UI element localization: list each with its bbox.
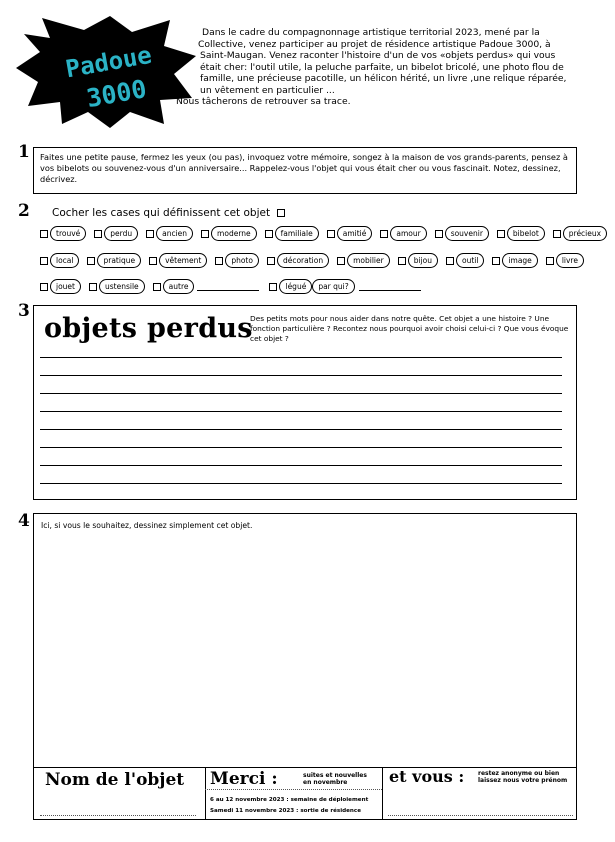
tag-amour[interactable] <box>380 226 426 241</box>
intro-line: Saint-Maugan. Venez raconter l'histoire d'un de vos «objets perdus» qui vous <box>200 50 556 61</box>
autre-blank-field[interactable] <box>197 282 259 291</box>
tag-livre[interactable] <box>546 253 584 268</box>
checkbox[interactable] <box>553 230 561 238</box>
tag-mobilier[interactable] <box>337 253 390 268</box>
footer-divider <box>382 767 383 820</box>
checkbox[interactable] <box>87 257 95 265</box>
checkbox[interactable] <box>380 230 388 238</box>
section-2-title-text: Cocher les cases qui définissent cet objet <box>52 207 271 219</box>
tag-outil[interactable] <box>446 253 484 268</box>
logo-line-1: Padoue <box>63 40 154 84</box>
tag-label: jouet <box>50 279 81 294</box>
tag-label: décoration <box>277 253 329 268</box>
tag-precieux[interactable] <box>553 226 607 241</box>
tag-vetement[interactable] <box>149 253 207 268</box>
section-4-number: 4 <box>18 511 30 531</box>
writing-line[interactable] <box>40 411 562 412</box>
tag-souvenir[interactable] <box>435 226 489 241</box>
tag-label: livre <box>556 253 584 268</box>
dates-info <box>210 795 368 817</box>
tag-ustensile[interactable] <box>89 279 145 294</box>
footer-divider <box>205 767 206 820</box>
par-qui-blank-field[interactable] <box>359 282 421 291</box>
checkbox[interactable] <box>435 230 443 238</box>
checkbox[interactable] <box>201 230 209 238</box>
tag-jouet[interactable] <box>40 279 81 294</box>
writing-line[interactable] <box>40 465 562 466</box>
intro-line: Nous tâcherons de retrouver sa trace. <box>176 96 351 107</box>
tag-label: autre <box>163 279 195 294</box>
checkbox[interactable] <box>398 257 406 265</box>
drawing-area-label: Ici, si vous le souhaitez, dessinez simplement cet objet. <box>41 521 253 530</box>
checkbox[interactable] <box>40 257 48 265</box>
date-line: 6 au 12 novembre 2023 : semaine de déploiement <box>210 797 369 803</box>
checkbox[interactable] <box>497 230 505 238</box>
checkbox[interactable] <box>327 230 335 238</box>
tag-row-3 <box>40 279 421 294</box>
tag-label: trouvé <box>50 226 86 241</box>
tag-label: image <box>502 253 537 268</box>
merci-label: Merci : <box>210 769 278 789</box>
checkbox[interactable] <box>546 257 554 265</box>
tag-label: local <box>50 253 79 268</box>
tag-label: photo <box>225 253 259 268</box>
et-vous-note-line: laissez nous votre prénom <box>478 777 568 784</box>
intro-line: famille, une précieuse pacotille, un hélicon hérité, un livre ,une relique réparée, <box>200 73 567 84</box>
et-vous-note-line: restez anonyme ou bien <box>478 770 560 777</box>
section-1-number: 1 <box>18 142 30 162</box>
tag-label: perdu <box>104 226 138 241</box>
tag-row-2 <box>40 253 592 268</box>
tag-label: amitié <box>337 226 373 241</box>
tag-par-qui: par qui? <box>312 279 354 294</box>
tag-pratique[interactable] <box>87 253 141 268</box>
tag-decoration[interactable] <box>267 253 329 268</box>
tag-label: ancien <box>156 226 193 241</box>
merci-note <box>303 772 367 786</box>
checkbox[interactable] <box>492 257 500 265</box>
tag-perdu[interactable] <box>94 226 138 241</box>
checkbox[interactable] <box>40 283 48 291</box>
tag-bijou[interactable] <box>398 253 438 268</box>
checkbox[interactable] <box>40 230 48 238</box>
checkbox[interactable] <box>94 230 102 238</box>
checkbox[interactable] <box>146 230 154 238</box>
writing-line[interactable] <box>40 483 562 484</box>
writing-line[interactable] <box>40 447 562 448</box>
padoue-3000-logo <box>14 12 200 130</box>
tag-trouve[interactable] <box>40 226 86 241</box>
intro-text <box>176 27 581 108</box>
et-vous-note <box>478 770 567 784</box>
tag-amitie[interactable] <box>327 226 373 241</box>
tag-label: familiale <box>275 226 319 241</box>
section-1-text: Faites une petite pause, fermez les yeux (ou pas), invoquez votre mémoire, songez à la maison de vos grands-parents, pensez à vos bibelots ou souvenez-vous d'un anniversaire... Rappelez-vous l'objet qui vous était cher ou vous fascinait. Notez, dessinez, décrivez. <box>40 152 568 184</box>
writing-line[interactable] <box>40 375 562 376</box>
section-3-number: 3 <box>18 301 30 321</box>
section-3-help-text: Des petits mots pour nous aider dans notre quête. Cet objet a une histoire ? Une fonction particulière ? Recontez nous pourquoi avoir choisi celui-ci ? Que vous évoque cet objet ? <box>250 314 569 343</box>
checkbox[interactable] <box>337 257 345 265</box>
checkbox[interactable] <box>446 257 454 265</box>
section-1-box[interactable] <box>33 147 577 194</box>
nom-de-l-objet-label: Nom de l'objet <box>45 770 185 790</box>
tag-label: ustensile <box>99 279 145 294</box>
tag-ancien[interactable] <box>146 226 193 241</box>
tag-label: outil <box>456 253 484 268</box>
tag-moderne[interactable] <box>201 226 257 241</box>
footer-top-rule <box>33 767 577 768</box>
logo-line-2: 3000 <box>84 74 149 114</box>
checkbox[interactable] <box>277 209 285 217</box>
checkbox[interactable] <box>153 283 161 291</box>
tag-autre[interactable] <box>153 279 195 294</box>
tag-familiale[interactable] <box>265 226 319 241</box>
tag-legue[interactable] <box>269 279 354 294</box>
tag-label: moderne <box>211 226 257 241</box>
tag-bibelot[interactable] <box>497 226 545 241</box>
checkbox[interactable] <box>89 283 97 291</box>
tag-image[interactable] <box>492 253 537 268</box>
merci-note-line: suites et nouvelles <box>303 772 367 779</box>
tag-photo[interactable] <box>215 253 259 268</box>
checkbox[interactable] <box>215 257 223 265</box>
footer-dotted-rule <box>205 789 382 790</box>
intro-line: Dans le cadre du compagnonnage artistique territorial 2023, mené par la <box>202 27 540 38</box>
tag-row-1 <box>40 226 615 241</box>
checkbox[interactable] <box>269 283 277 291</box>
intro-line: était cher: l'outil utile, la peluche parfaite, un bibelot bricolé, une photo flou de <box>200 61 564 73</box>
tag-label: pratique <box>97 253 141 268</box>
tag-label: mobilier <box>347 253 390 268</box>
intro-line: un vêtement en particulier ... <box>200 84 335 96</box>
tag-label: précieux <box>563 226 607 241</box>
et-vous-label: et vous : <box>389 767 465 786</box>
checkbox[interactable] <box>149 257 157 265</box>
section-2-title <box>52 207 285 219</box>
writing-line[interactable] <box>40 429 562 430</box>
checkbox[interactable] <box>265 230 273 238</box>
nom-de-l-objet-field[interactable] <box>40 815 196 816</box>
tag-label: bibelot <box>507 226 545 241</box>
checkbox[interactable] <box>267 257 275 265</box>
tag-label: amour <box>390 226 426 241</box>
prenom-field[interactable] <box>388 815 573 816</box>
merci-note-line: en novembre <box>303 779 348 786</box>
intro-line: Collective, venez participer au projet de résidence artistique Padoue 3000, à <box>198 38 551 50</box>
objets-perdus-title: objets perdus <box>44 313 253 344</box>
tag-label: légué <box>279 279 312 294</box>
date-line: Samedi 11 novembre 2023 : sortie de résidence <box>210 808 362 814</box>
section-2-number: 2 <box>18 201 30 221</box>
tag-local[interactable] <box>40 253 79 268</box>
writing-line[interactable] <box>40 357 562 358</box>
tag-label: bijou <box>408 253 438 268</box>
tag-label: souvenir <box>445 226 489 241</box>
tag-label: vêtement <box>159 253 207 268</box>
writing-line[interactable] <box>40 393 562 394</box>
